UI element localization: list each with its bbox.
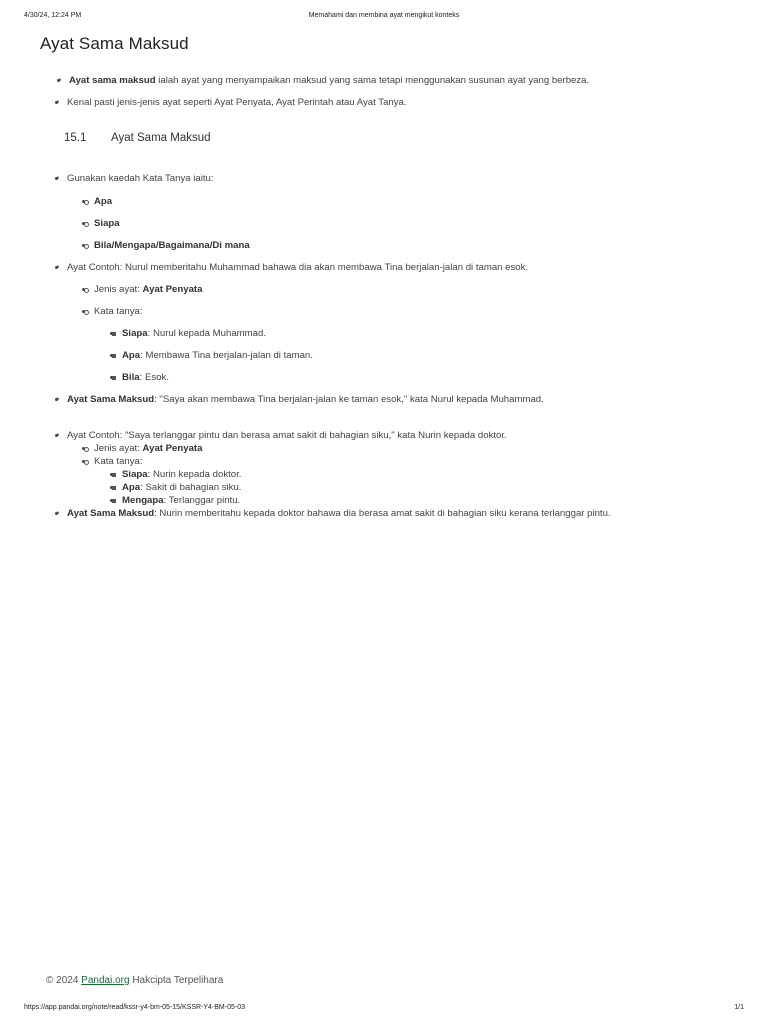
answer-key: Apa <box>122 350 141 361</box>
kata-tanya-answer <box>122 482 241 494</box>
answer-key: Apa <box>122 482 141 493</box>
answer-key: Mengapa <box>122 495 164 506</box>
example-item <box>67 430 747 442</box>
copyright <box>46 975 223 986</box>
answer-label: Ayat Sama Maksud <box>67 508 155 519</box>
answer-text: : Nurin memberitahu kepada doktor bahawa dia berasa amat sakit di bahagian siku kerana terlanggar pintu. <box>154 508 611 519</box>
kata-tanya-answer <box>122 350 313 362</box>
intro-text: Kenal pasti jenis-jenis ayat seperti Ayat Penyata, Ayat Perintah atau Ayat Tanya. <box>67 97 407 108</box>
kata-tanya-label: Siapa <box>94 218 120 229</box>
copyright-prefix: © 2024 <box>46 975 82 986</box>
kata-tanya-heading <box>94 306 143 318</box>
kata-tanya-heading-text: Kata tanya: <box>94 456 143 467</box>
intro-text: ialah ayat yang menyampaikan maksud yang sama tetapi menggunakan susunan ayat yang berbeza. <box>155 75 590 86</box>
copyright-suffix: Hakcipta Terpelihara <box>129 975 224 986</box>
section-title: Ayat Sama Maksud <box>111 132 211 144</box>
kaedah-text: Gunakan kaedah Kata Tanya iaitu: <box>67 173 214 184</box>
answer-key: Siapa <box>122 328 148 339</box>
jenis-ayat-label: Jenis ayat: <box>94 443 143 454</box>
jenis-ayat-label: Jenis ayat: <box>94 284 143 295</box>
pandai-link[interactable]: Pandai.org <box>81 975 130 986</box>
example-text: Ayat Contoh: Nurul memberitahu Muhammad bahawa dia akan membawa Tina berjalan-jalan di taman esok. <box>67 262 529 273</box>
page-title: Ayat Sama Maksud <box>40 34 189 53</box>
kata-tanya-answer <box>122 328 266 340</box>
example-text: Ayat Contoh: "Saya terlanggar pintu dan berasa amat sakit di bahagian siku," kata Nurin kepada doktor. <box>67 430 507 441</box>
print-url: https://app.pandai.org/note/read/kssr-y4-bm-05-15/KSSR-Y4-BM-05-03 <box>24 1004 245 1011</box>
section-number: 15.1 <box>64 132 87 144</box>
kata-tanya-answer <box>122 372 169 384</box>
answer-value: : Membawa Tina berjalan-jalan di taman. <box>140 350 313 361</box>
kata-tanya-item <box>94 240 250 252</box>
print-header <box>24 12 744 22</box>
kata-tanya-answer <box>122 469 241 481</box>
print-footer <box>24 1004 744 1014</box>
answer-key: Bila <box>122 372 140 383</box>
ayat-sama-maksud-item <box>67 508 747 520</box>
print-datetime: 4/30/24, 12:24 PM <box>24 12 82 19</box>
intro-item <box>69 75 749 87</box>
kata-tanya-label: Apa <box>94 196 113 207</box>
kaedah-item <box>67 173 747 185</box>
kata-tanya-answer <box>122 495 240 507</box>
answer-value: : Nurin kepada doktor. <box>147 469 242 480</box>
term-bold: Ayat sama maksud <box>69 75 156 86</box>
jenis-ayat-value: Ayat Penyata <box>142 284 203 295</box>
intro-item <box>67 97 747 109</box>
print-doc-title: Memahami dan membina ayat mengikut konteks <box>308 12 460 19</box>
jenis-ayat-item <box>94 284 202 296</box>
answer-value: : Terlanggar pintu. <box>163 495 241 506</box>
kata-tanya-item <box>94 196 112 208</box>
kata-tanya-item <box>94 218 120 230</box>
answer-key: Siapa <box>122 469 148 480</box>
answer-text: : "Saya akan membawa Tina berjalan-jalan ke taman esok," kata Nurul kepada Muhammad. <box>154 394 544 405</box>
answer-value: : Esok. <box>139 372 169 383</box>
jenis-ayat-item <box>94 443 202 455</box>
kata-tanya-heading <box>94 456 143 468</box>
kata-tanya-heading-text: Kata tanya: <box>94 306 143 317</box>
answer-value: : Sakit di bahagian siku. <box>140 482 242 493</box>
jenis-ayat-value: Ayat Penyata <box>142 443 203 454</box>
answer-value: : Nurul kepada Muhammad. <box>147 328 266 339</box>
print-page-number: 1/1 <box>734 1004 744 1011</box>
example-item <box>67 262 747 274</box>
answer-label: Ayat Sama Maksud <box>67 394 155 405</box>
ayat-sama-maksud-item <box>67 394 747 406</box>
kata-tanya-label: Bila/Mengapa/Bagaimana/Di mana <box>94 240 250 251</box>
